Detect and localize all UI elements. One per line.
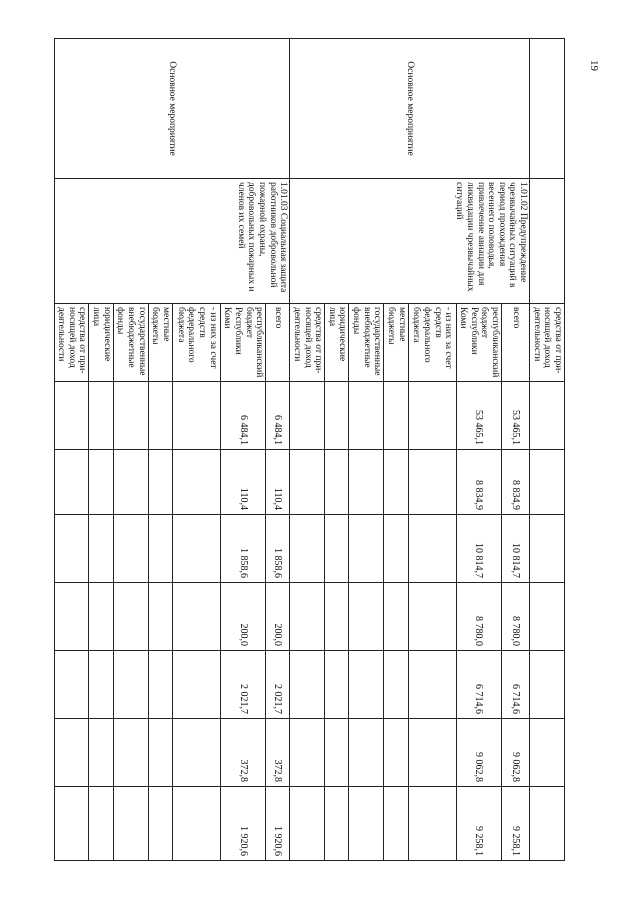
- cell-empty: [530, 450, 565, 515]
- value-cell: 6 714,6: [456, 651, 502, 719]
- cell-empty: [325, 515, 349, 583]
- value-cell: 372,8: [220, 719, 266, 787]
- source-label: местные бюджеты: [148, 304, 172, 382]
- source-label: - из них за счет средств федерального бюджета: [408, 304, 456, 382]
- measure-type: Основное мероприятие: [290, 39, 530, 179]
- value-cell: 2 021,7: [266, 651, 290, 719]
- cell-empty: [530, 583, 565, 651]
- value-cell: 9 258,1: [456, 787, 502, 861]
- cell-empty: [113, 382, 148, 450]
- cell-empty: [89, 651, 113, 719]
- source-label: государственные внебюджетные фонды: [113, 304, 148, 382]
- cell-empty: [530, 179, 565, 304]
- source-label: республиканский бюджет Республики Коми: [220, 304, 266, 382]
- value-cell: 9 062,8: [502, 719, 530, 787]
- cell-empty: [349, 515, 384, 583]
- source-label: всего: [502, 304, 530, 382]
- value-cell: 200,0: [220, 583, 266, 651]
- cell-empty: [54, 382, 89, 450]
- cell-empty: [148, 450, 172, 515]
- cell-empty: [148, 651, 172, 719]
- value-cell: 1 920,6: [220, 787, 266, 861]
- cell-empty: [384, 651, 408, 719]
- cell-empty: [54, 583, 89, 651]
- source-label: средства от при-носящей доход деятельности: [290, 304, 325, 382]
- funding-table: [54, 38, 565, 861]
- cell-empty: [349, 583, 384, 651]
- cell-empty: [148, 787, 172, 861]
- cell-empty: [349, 450, 384, 515]
- source-label: государственные внебюджетные фонды: [349, 304, 384, 382]
- cell-empty: [530, 39, 565, 179]
- cell-empty: [290, 719, 325, 787]
- cell-empty: [349, 651, 384, 719]
- cell-empty: [384, 450, 408, 515]
- cell-empty: [113, 651, 148, 719]
- value-cell: 2 021,7: [220, 651, 266, 719]
- cell-empty: [54, 450, 89, 515]
- source-label: всего: [266, 304, 290, 382]
- cell-empty: [325, 450, 349, 515]
- cell-empty: [530, 651, 565, 719]
- cell-empty: [172, 450, 220, 515]
- cell-empty: [325, 382, 349, 450]
- cell-empty: [530, 719, 565, 787]
- cell-empty: [172, 651, 220, 719]
- cell-empty: [54, 651, 89, 719]
- source-label: юридические лица: [89, 304, 113, 382]
- cell-empty: [290, 515, 325, 583]
- value-cell: 8 780,0: [502, 583, 530, 651]
- cell-empty: [349, 382, 384, 450]
- value-cell: 200,0: [266, 583, 290, 651]
- value-cell: 9 062,8: [456, 719, 502, 787]
- value-cell: 372,8: [266, 719, 290, 787]
- cell-empty: [408, 651, 456, 719]
- value-cell: 110,4: [266, 450, 290, 515]
- value-cell: 10 814,7: [502, 515, 530, 583]
- cell-empty: [54, 515, 89, 583]
- cell-empty: [113, 583, 148, 651]
- measure-title: 1.01.03 Социальная защита работников добровольной пожарной охраны, добровольных пожарных и членов их семей: [54, 179, 290, 304]
- source-label: - из них за счет средств федерального бюджета: [172, 304, 220, 382]
- value-cell: 8 834,9: [456, 450, 502, 515]
- cell-empty: [325, 651, 349, 719]
- cell-empty: [113, 450, 148, 515]
- value-cell: 53 465,1: [456, 382, 502, 450]
- value-cell: 8 780,0: [456, 583, 502, 651]
- cell-empty: [290, 583, 325, 651]
- cell-empty: [290, 382, 325, 450]
- cell-empty: [408, 583, 456, 651]
- rotated-table-container: [56, 38, 565, 860]
- cell-empty: [349, 787, 384, 861]
- value-cell: 8 834,9: [502, 450, 530, 515]
- cell-empty: [89, 583, 113, 651]
- cell-empty: [530, 515, 565, 583]
- cell-empty: [113, 719, 148, 787]
- cell-empty: [54, 719, 89, 787]
- source-label: юридические лица: [325, 304, 349, 382]
- cell-empty: [384, 787, 408, 861]
- cell-empty: [54, 787, 89, 861]
- value-cell: [530, 787, 565, 861]
- cell-empty: [290, 787, 325, 861]
- cell-empty: [384, 583, 408, 651]
- source-label: местные бюджеты: [384, 304, 408, 382]
- cell-empty: [113, 787, 148, 861]
- source-label: средства от при-носящей доход деятельности: [54, 304, 89, 382]
- value-cell: 9 258,1: [502, 787, 530, 861]
- cell-empty: [172, 515, 220, 583]
- cell-empty: [325, 787, 349, 861]
- cell-empty: [530, 382, 565, 450]
- value-cell: 6 484,1: [266, 382, 290, 450]
- cell-empty: [148, 583, 172, 651]
- cell-empty: [113, 515, 148, 583]
- cell-empty: [89, 515, 113, 583]
- cell-empty: [148, 382, 172, 450]
- cell-empty: [384, 382, 408, 450]
- cell-empty: [89, 787, 113, 861]
- value-cell: 1 858,6: [266, 515, 290, 583]
- cell-empty: [290, 651, 325, 719]
- value-cell: 6 714,6: [502, 651, 530, 719]
- cell-empty: [148, 515, 172, 583]
- value-cell: 1 858,6: [220, 515, 266, 583]
- measure-title: 1.01.02 Предупреждение чрезвычайных ситуаций в период прохождения весеннего половодья, привлечение авиации для ликвидации чрезвычайных ситуаций: [290, 179, 530, 304]
- cell-empty: [384, 719, 408, 787]
- value-cell: 110,4: [220, 450, 266, 515]
- table-row: [502, 39, 530, 861]
- cell-empty: [172, 382, 220, 450]
- cell-empty: [172, 583, 220, 651]
- cell-empty: [148, 719, 172, 787]
- table-row: [530, 39, 565, 861]
- cell-empty: [89, 382, 113, 450]
- page-number: 19: [588, 60, 600, 71]
- cell-empty: [172, 719, 220, 787]
- cell-empty: [408, 382, 456, 450]
- value-cell: 6 484,1: [220, 382, 266, 450]
- cell-empty: [325, 719, 349, 787]
- cell-empty: [290, 450, 325, 515]
- cell-empty: [89, 719, 113, 787]
- value-cell: 1 920,6: [266, 787, 290, 861]
- cell-empty: [408, 787, 456, 861]
- table-row: [266, 39, 290, 861]
- source-label: средства от при-носящей доход деятельности: [530, 304, 565, 382]
- cell-empty: [408, 515, 456, 583]
- measure-type: Основное мероприятие: [54, 39, 290, 179]
- cell-empty: [408, 719, 456, 787]
- cell-empty: [349, 719, 384, 787]
- source-label: республиканский бюджет Республики Коми: [456, 304, 502, 382]
- cell-empty: [89, 450, 113, 515]
- value-cell: 53 465,1: [502, 382, 530, 450]
- cell-empty: [325, 583, 349, 651]
- cell-empty: [172, 787, 220, 861]
- value-cell: 10 814,7: [456, 515, 502, 583]
- cell-empty: [384, 515, 408, 583]
- cell-empty: [408, 450, 456, 515]
